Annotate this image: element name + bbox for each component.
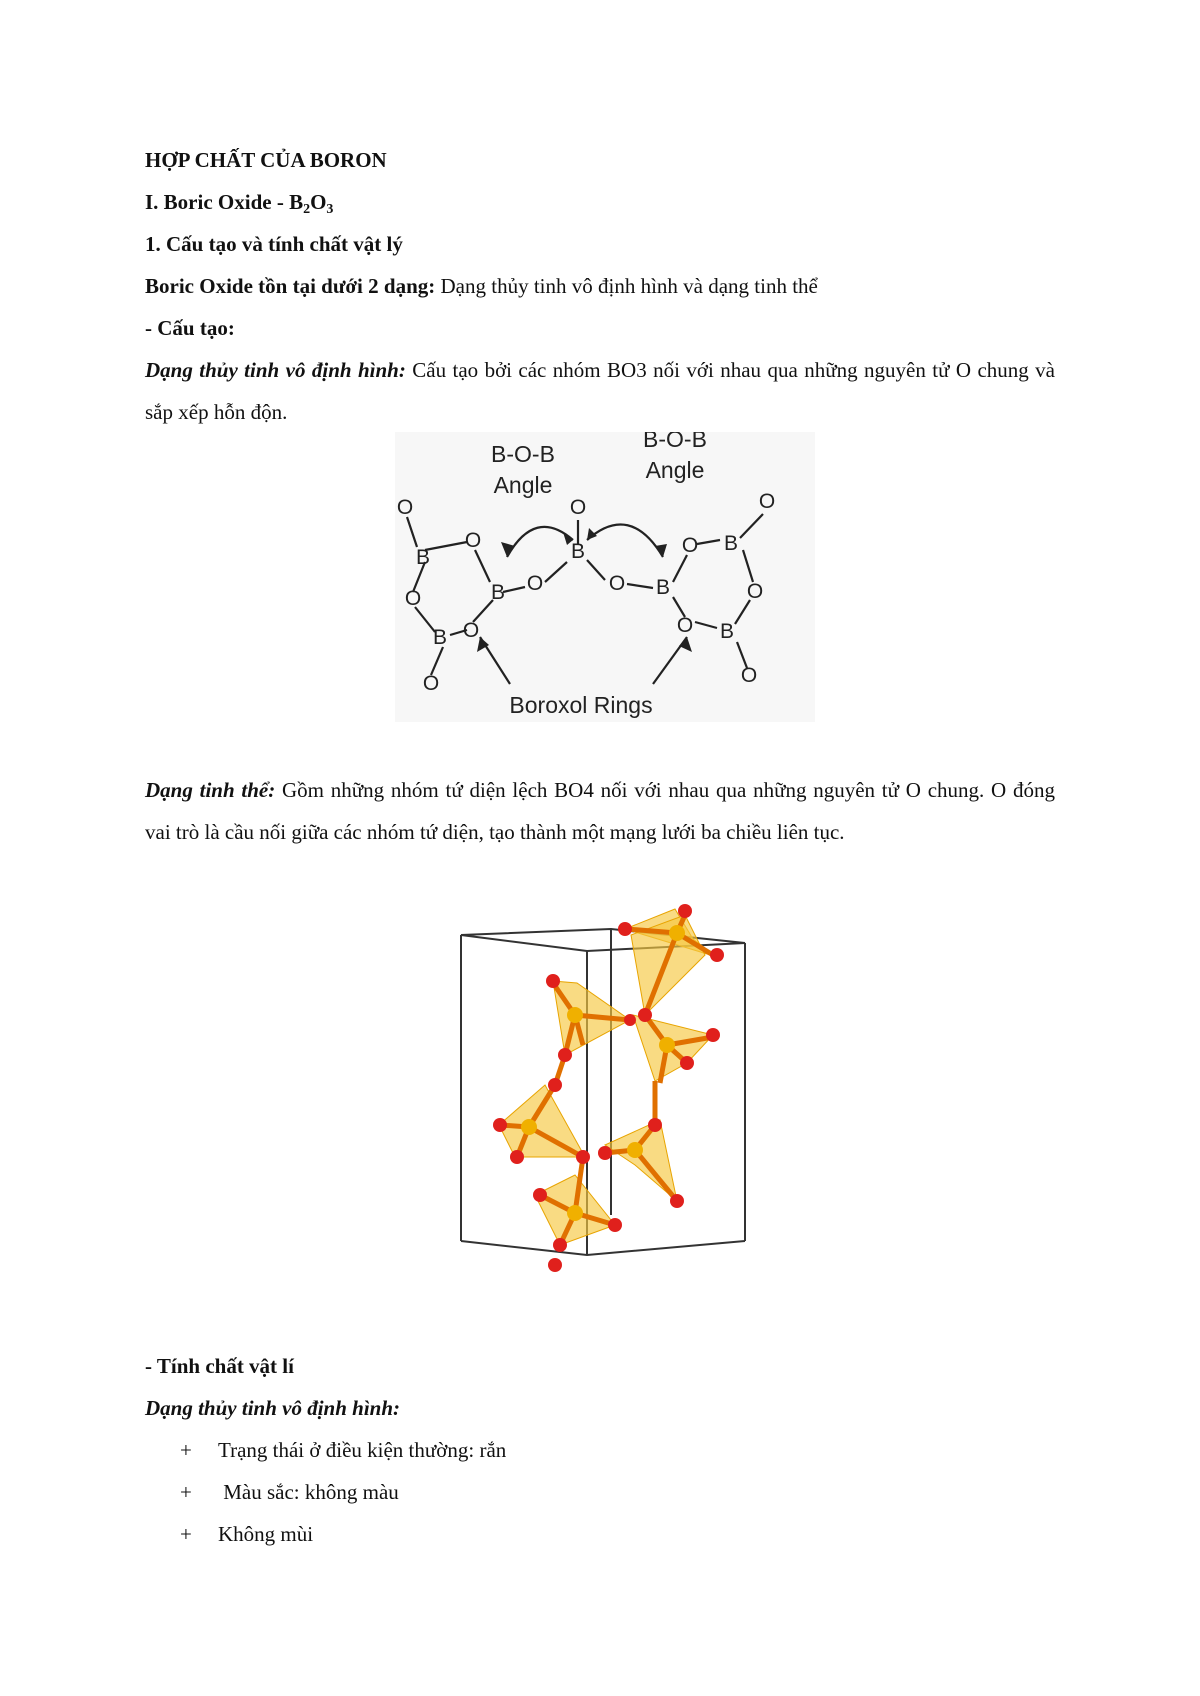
plus-bullet-icon: + bbox=[180, 1480, 192, 1504]
atom-o: O bbox=[462, 619, 480, 642]
boron-atom bbox=[567, 1007, 583, 1023]
forms-label: Boric Oxide tồn tại dưới 2 dạng: bbox=[145, 274, 436, 298]
bullet-item bbox=[180, 1520, 313, 1548]
boron-atom bbox=[659, 1037, 675, 1053]
angle-label-left: Angle bbox=[493, 472, 553, 498]
oxygen-atom bbox=[670, 1194, 684, 1208]
amorphous-paragraph bbox=[145, 349, 1055, 433]
boroxol-diagram bbox=[395, 432, 815, 722]
atom-o: O bbox=[404, 587, 422, 610]
atom-o: O bbox=[396, 496, 414, 519]
boron-atom bbox=[627, 1142, 643, 1158]
bob-angle-label-left: B-O-B bbox=[491, 441, 555, 467]
amorphous-subheading: Dạng thủy tinh vô định hình: bbox=[145, 1396, 401, 1420]
amorphous-text: Cấu tạo bởi các nhóm BO3 nối với nhau qua những nguyên tử O chung và sắp xếp hỗn độn. bbox=[145, 358, 1055, 424]
crystal-structure-diagram bbox=[455, 895, 755, 1295]
oxygen-atom bbox=[624, 1014, 636, 1026]
atom-b: B bbox=[432, 626, 448, 649]
oxygen-atom bbox=[558, 1048, 572, 1062]
crystal-structure-figure bbox=[455, 895, 755, 1295]
oxygen-atom bbox=[710, 948, 724, 962]
oxygen-atom bbox=[678, 904, 692, 918]
bullet-item bbox=[180, 1478, 399, 1506]
oxygen-atom bbox=[638, 1008, 652, 1022]
oxygen-atom bbox=[576, 1150, 590, 1164]
bullet-text: Trạng thái ở điều kiện thường: rắn bbox=[218, 1438, 507, 1462]
atom-o: O bbox=[758, 490, 776, 513]
amorphous-label: Dạng thủy tinh vô định hình: bbox=[145, 358, 406, 382]
oxygen-atom bbox=[533, 1188, 547, 1202]
bullet-text: Không mùi bbox=[218, 1522, 314, 1546]
atom-o: O bbox=[740, 664, 758, 687]
crystal-label: Dạng tinh thể: bbox=[145, 778, 276, 802]
atom-b: B bbox=[719, 620, 735, 643]
bullet-item bbox=[180, 1436, 506, 1464]
boron-atom bbox=[567, 1205, 583, 1221]
forms-text: Dạng thủy tinh vô định hình và dạng tinh thể bbox=[435, 274, 818, 298]
section-heading-prefix: I. Boric Oxide - B bbox=[145, 190, 304, 214]
atom-b: B bbox=[490, 581, 506, 604]
atom-o: O bbox=[464, 529, 482, 552]
subscript-3: 3 bbox=[326, 202, 334, 217]
oxygen-atom bbox=[598, 1146, 612, 1160]
tetrahedron bbox=[499, 1085, 585, 1157]
forms-line bbox=[145, 272, 818, 300]
boroxol-rings-label: Boroxol Rings bbox=[509, 692, 653, 718]
subsection-heading: 1. Cấu tạo và tính chất vật lý bbox=[145, 232, 403, 256]
oxygen-atom bbox=[618, 922, 632, 936]
oxygen-atom bbox=[493, 1118, 507, 1132]
unit-cell bbox=[461, 929, 745, 1255]
page-title: HỢP CHẤT CỦA BORON bbox=[145, 148, 387, 172]
crystal-text: Gồm những nhóm tứ diện lệch BO4 nối với nhau qua những nguyên tử O chung. O đóng vai trò là cầu nối giữa các nhóm tứ diện, tạo thành một mạng lưới ba chiều liên tục. bbox=[145, 778, 1055, 844]
atom-b: B bbox=[723, 532, 739, 555]
physical-properties-heading: - Tính chất vật lí bbox=[145, 1354, 294, 1378]
oxygen-atom bbox=[706, 1028, 720, 1042]
bullet-text: Màu sắc: không màu bbox=[218, 1480, 399, 1504]
plus-bullet-icon: + bbox=[180, 1438, 192, 1462]
oxygen-atom bbox=[553, 1238, 567, 1252]
atom-o: O bbox=[681, 534, 699, 557]
atom-o: O bbox=[569, 496, 587, 519]
tetrahedra bbox=[499, 909, 717, 1245]
crystal-paragraph bbox=[145, 769, 1055, 853]
structure-heading: - Cấu tạo: bbox=[145, 316, 235, 340]
atom-o: O bbox=[746, 580, 764, 603]
oxygen-atom bbox=[648, 1118, 662, 1132]
atom-o: O bbox=[526, 572, 544, 595]
atom-o: O bbox=[422, 672, 440, 695]
oxygen-atom bbox=[548, 1078, 562, 1092]
boron-atom bbox=[669, 925, 685, 941]
atom-b: B bbox=[415, 546, 431, 569]
boron-atom bbox=[521, 1119, 537, 1135]
angle-label-right: Angle bbox=[645, 457, 705, 483]
oxygen-atom bbox=[548, 1258, 562, 1272]
plus-bullet-icon: + bbox=[180, 1522, 192, 1546]
subscript-2: 2 bbox=[303, 202, 311, 217]
boroxol-figure bbox=[395, 432, 815, 722]
oxygen-atom bbox=[608, 1218, 622, 1232]
section-heading-o: O bbox=[310, 190, 327, 214]
atom-b: B bbox=[570, 540, 586, 563]
oxygen-atom bbox=[510, 1150, 524, 1164]
atom-o: O bbox=[608, 572, 626, 595]
section-heading-boric-oxide bbox=[145, 188, 333, 224]
oxygen-atom bbox=[546, 974, 560, 988]
bob-angle-label-right: B-O-B bbox=[643, 432, 707, 452]
atom-b: B bbox=[655, 576, 671, 599]
atom-o: O bbox=[676, 614, 694, 637]
oxygen-atom bbox=[680, 1056, 694, 1070]
